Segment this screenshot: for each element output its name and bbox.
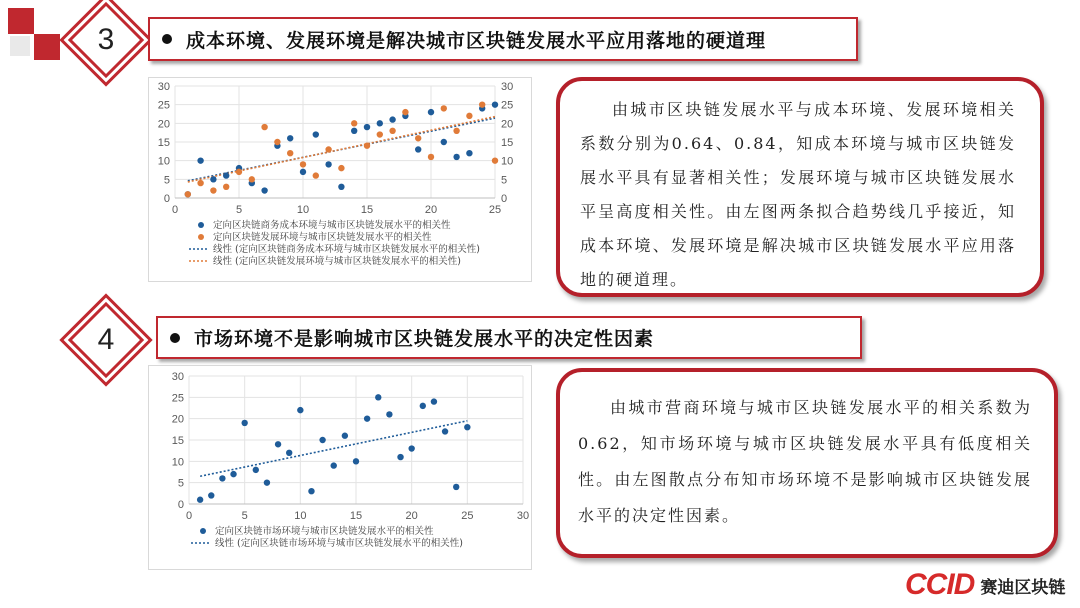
data-point-series-2: [402, 109, 408, 115]
data-point-series-1: [466, 150, 472, 156]
data-point-series-1: [331, 462, 337, 468]
section3-description-box: [556, 77, 1044, 297]
chart-market: [148, 365, 532, 570]
data-point-series-2: [389, 128, 395, 134]
trendline: [188, 117, 495, 182]
y2-tick-label: 15: [501, 137, 514, 149]
data-point-series-2: [351, 120, 357, 126]
data-point-series-1: [389, 116, 395, 122]
section3-title: 成本环境、发展环境是解决城市区块链发展水平应用落地的硬道理: [186, 29, 767, 52]
data-point-series-1: [351, 128, 357, 134]
corner-square-2: [34, 34, 60, 60]
data-point-series-1: [210, 176, 216, 182]
y2-tick-label: 25: [501, 99, 514, 112]
y2-tick-label: 0: [501, 193, 508, 205]
data-point-series-2: [466, 113, 472, 119]
data-point-series-1: [208, 492, 214, 498]
data-point-series-2: [249, 176, 255, 182]
data-point-series-2: [492, 157, 498, 163]
data-point-series-1: [313, 131, 319, 137]
data-point-series-1: [375, 394, 381, 400]
data-point-series-1: [408, 445, 414, 451]
x-tick-label: 30: [516, 510, 530, 522]
y-tick-label: 5: [163, 174, 170, 187]
section4-title-box: [156, 316, 862, 359]
data-point-series-1: [364, 124, 370, 130]
y-tick-label: 25: [171, 392, 184, 405]
data-point-series-2: [223, 184, 229, 190]
x-tick-label: 15: [349, 510, 363, 522]
y-tick-label: 10: [171, 456, 184, 469]
data-point-series-2: [415, 135, 421, 141]
data-point-series-1: [261, 187, 267, 193]
data-point-series-2: [453, 128, 459, 134]
legend-trend-label: 线性 (定向区块链商务成本环境与城市区块链发展水平的相关性): [213, 244, 480, 255]
data-point-series-1: [428, 109, 434, 115]
data-point-series-1: [338, 184, 344, 190]
data-point-series-1: [253, 467, 259, 473]
ccid-logo: [905, 568, 1065, 602]
y-tick-label: 15: [171, 435, 184, 447]
legend-trend-label: 线性 (定向区块链市场环境与城市区块链发展水平的相关性): [215, 538, 463, 549]
data-point-series-1: [397, 454, 403, 460]
bullet-dot: [162, 34, 172, 44]
y-tick-label: 5: [177, 477, 184, 490]
data-point-series-1: [325, 161, 331, 167]
x-tick-label: 10: [294, 510, 307, 522]
x-tick-label: 0: [185, 510, 193, 522]
section4-description: 由城市营商环境与城市区块链发展水平的相关系数为0.62，知市场环境与城市区块链发展水平具有低度相关性。由左图散点分布知市场环境不是影响城市区块链发展水平的决定性因素。: [578, 398, 1032, 525]
data-point-series-1: [386, 411, 392, 417]
data-point-series-1: [441, 139, 447, 145]
x-tick-label: 20: [424, 204, 438, 216]
section-number-4: 4: [97, 323, 115, 356]
data-point-series-1: [464, 424, 470, 430]
y2-tick-label: 5: [501, 174, 508, 187]
data-point-series-1: [308, 488, 314, 494]
y-tick-label: 30: [171, 371, 184, 383]
x-tick-label: 25: [461, 510, 474, 522]
data-point-series-2: [274, 139, 280, 145]
chart2-svg: [149, 366, 533, 571]
y-tick-label: 20: [171, 413, 184, 426]
y2-tick-label: 20: [501, 118, 514, 131]
data-point-series-2: [338, 165, 344, 171]
section3-title-box: [148, 17, 858, 61]
data-point-series-1: [264, 479, 270, 485]
legend-marker: [200, 528, 206, 534]
data-point-series-1: [453, 484, 459, 490]
data-point-series-1: [287, 135, 293, 141]
data-point-series-1: [300, 169, 306, 175]
data-point-series-2: [261, 124, 267, 130]
data-point-series-1: [223, 172, 229, 178]
x-tick-label: 10: [296, 204, 310, 216]
data-point-series-1: [420, 403, 426, 409]
y-tick-label: 0: [163, 193, 170, 205]
data-point-series-2: [197, 180, 203, 186]
y-tick-label: 25: [157, 99, 170, 112]
x-tick-label: 0: [171, 204, 179, 216]
legend-marker: [198, 222, 204, 228]
y-tick-label: 15: [157, 137, 170, 149]
y2-tick-label: 30: [501, 81, 514, 93]
logo-brand: CCID: [905, 568, 975, 601]
corner-square-3: [10, 36, 30, 56]
data-point-series-2: [300, 161, 306, 167]
corner-square-1: [8, 8, 34, 34]
data-point-series-2: [364, 143, 370, 149]
data-point-series-1: [219, 475, 225, 481]
data-point-series-1: [364, 415, 370, 421]
section-number-3: 3: [97, 23, 115, 56]
y-tick-label: 20: [157, 118, 170, 131]
data-point-series-1: [442, 428, 448, 434]
data-point-series-2: [313, 172, 319, 178]
legend-label: 定向区块链发展环境与城市区块链发展水平的相关性: [213, 232, 432, 243]
data-point-series-2: [185, 191, 191, 197]
data-point-series-2: [210, 187, 216, 193]
y-tick-label: 30: [157, 81, 170, 93]
legend-trend-label: 线性 (定向区块链发展环境与城市区块链发展水平的相关性): [213, 256, 461, 267]
data-point-series-2: [479, 101, 485, 107]
data-point-series-1: [377, 120, 383, 126]
data-point-series-1: [353, 458, 359, 464]
data-point-series-1: [241, 420, 247, 426]
data-point-series-1: [286, 450, 292, 456]
bullet-dot: [170, 333, 180, 343]
data-point-series-1: [492, 101, 498, 107]
chart-cost-development: [148, 77, 532, 282]
legend-label: 定向区块链商务成本环境与城市区块链发展水平的相关性: [213, 220, 451, 231]
data-point-series-1: [197, 497, 203, 503]
data-point-series-2: [287, 150, 293, 156]
data-point-series-2: [325, 146, 331, 152]
data-point-series-1: [197, 157, 203, 163]
data-point-series-1: [342, 433, 348, 439]
data-point-series-1: [319, 437, 325, 443]
x-tick-label: 5: [235, 204, 243, 216]
x-tick-label: 20: [405, 510, 418, 522]
section3-description: 由城市区块链发展水平与成本环境、发展环境相关系数分别为0.64、0.84，知成本环境与城市区块链发展水平具有显著相关性；发展环境与城市区块链发展水平呈高度相关性。由左图两条拟合趋势线几乎接近，知成本环境、发展环境是解决城市区块链发展水平应用落地的硬道理。: [580, 100, 1016, 289]
data-point-series-2: [428, 154, 434, 160]
legend-label: 定向区块链市场环境与城市区块链发展水平的相关性: [215, 526, 434, 537]
section4-description-box: [556, 368, 1058, 558]
legend-marker: [198, 234, 204, 240]
x-tick-label: 15: [360, 204, 374, 216]
y2-tick-label: 10: [501, 155, 514, 168]
x-tick-label: 25: [488, 204, 502, 216]
y-tick-label: 10: [157, 155, 170, 168]
logo-name: 赛迪区块链: [980, 577, 1066, 598]
y-tick-label: 0: [177, 499, 184, 511]
x-tick-label: 5: [241, 510, 248, 522]
data-point-series-1: [230, 471, 236, 477]
data-point-series-1: [453, 154, 459, 160]
data-point-series-1: [297, 407, 303, 413]
data-point-series-1: [275, 441, 281, 447]
data-point-series-1: [415, 146, 421, 152]
data-point-series-2: [377, 131, 383, 137]
section4-title: 市场环境不是影响城市区块链发展水平的决定性因素: [194, 328, 655, 350]
chart1-svg: [149, 78, 533, 283]
data-point-series-1: [431, 398, 437, 404]
data-point-series-2: [236, 169, 242, 175]
data-point-series-2: [441, 105, 447, 111]
